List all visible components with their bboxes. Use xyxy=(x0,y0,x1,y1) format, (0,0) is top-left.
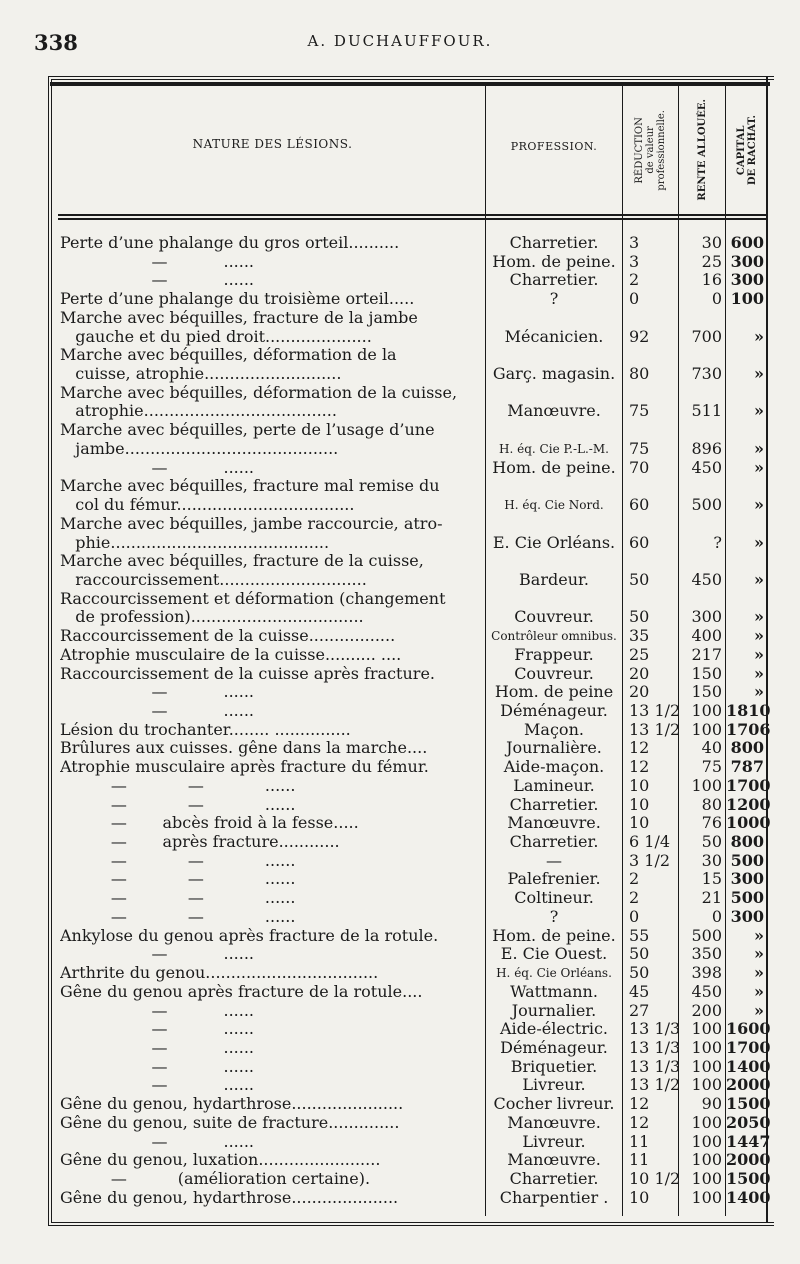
lesion-cell: — — ...... xyxy=(60,889,296,908)
table-row xyxy=(0,665,800,683)
table-row xyxy=(0,796,800,814)
table-row xyxy=(0,739,800,757)
profession-cell: Coltineur. xyxy=(514,889,594,908)
capital-cell: 500 xyxy=(730,888,764,908)
capital-cell: 1810 xyxy=(726,701,771,720)
lesion-cell: Perte d’une phalange du troisième orteil..... xyxy=(60,290,415,309)
reduction-cell: 2 xyxy=(629,869,640,889)
lesion-cell: Marche avec béquilles, déformation de la xyxy=(60,346,397,365)
rente-cell: ? xyxy=(713,532,722,552)
table-row xyxy=(0,328,800,346)
lesion-cell: — ...... xyxy=(60,1076,255,1095)
capital-cell: 1700 xyxy=(726,1037,771,1057)
table-row xyxy=(0,1039,800,1057)
rente-cell: 100 xyxy=(691,1037,722,1057)
lesion-cell: — ...... xyxy=(60,1020,255,1039)
table-row xyxy=(0,253,800,271)
rente-cell: 100 xyxy=(691,701,722,720)
profession-cell: H. éq. Cie Nord. xyxy=(504,498,604,513)
lesion-cell: — ...... xyxy=(60,702,255,720)
profession-cell: Palefrenier. xyxy=(507,870,601,889)
table-row xyxy=(0,927,800,945)
lesion-cell: col du fémur................................... xyxy=(60,496,355,515)
rente-cell: 90 xyxy=(701,1094,722,1114)
rente-cell: 25 xyxy=(701,251,722,271)
lesion-cell: — — ...... xyxy=(60,907,296,926)
header-rule-double xyxy=(58,218,766,220)
profession-cell: Hom. de peine. xyxy=(492,252,616,271)
reduction-cell: 12 xyxy=(629,757,650,777)
rente-cell: 100 xyxy=(691,1112,722,1132)
capital-cell: 1000 xyxy=(726,813,771,833)
table-row xyxy=(0,945,800,963)
lesion-cell: Marche avec béquilles, déformation de la cuisse, xyxy=(60,383,458,402)
profession-cell: Hom. de peine. xyxy=(492,458,616,477)
reduction-cell: 60 xyxy=(629,532,650,552)
lesion-cell: Lésion du trochanter........ ............... xyxy=(60,720,351,739)
capital-cell: 1447 xyxy=(726,1131,771,1151)
table-row xyxy=(0,683,800,701)
profession-cell: Couvreur. xyxy=(514,664,594,683)
reduction-cell: 70 xyxy=(629,457,650,477)
table-row xyxy=(0,983,800,1001)
table-row xyxy=(0,290,800,308)
capital-cell: » xyxy=(754,457,764,477)
reduction-cell: 13 1/2 xyxy=(629,1075,681,1095)
column-header-capital: CAPITAL DE RACHAT. xyxy=(736,114,758,186)
table-row xyxy=(0,1133,800,1151)
lesion-cell: — — ...... xyxy=(60,870,296,889)
capital-cell: » xyxy=(754,944,764,964)
reduction-cell: 60 xyxy=(629,495,650,515)
table-row xyxy=(0,440,800,458)
capital-cell: » xyxy=(754,326,764,346)
capital-cell: 1706 xyxy=(726,719,771,739)
lesion-cell: Gêne du genou après fracture de la rotule.... xyxy=(60,982,423,1001)
capital-cell: » xyxy=(754,981,764,1001)
capital-cell: » xyxy=(754,644,764,664)
table-row xyxy=(0,590,800,608)
rente-cell: 100 xyxy=(691,1131,722,1151)
reduction-cell: 10 xyxy=(629,1187,650,1207)
lesion-cell: raccourcissement............................. xyxy=(60,570,367,589)
reduction-cell: 10 xyxy=(629,813,650,833)
rente-cell: 200 xyxy=(691,1000,722,1020)
lesion-cell: — — ...... xyxy=(60,795,296,814)
rente-cell: 150 xyxy=(691,682,722,702)
table-row xyxy=(0,309,800,327)
capital-cell: 2000 xyxy=(726,1075,771,1095)
capital-cell: » xyxy=(754,401,764,421)
profession-cell: Livreur. xyxy=(522,1076,586,1095)
rente-cell: 75 xyxy=(701,757,722,777)
table-row xyxy=(0,402,800,420)
profession-cell: Cocher livreur. xyxy=(493,1095,615,1114)
profession-cell: Manœuvre. xyxy=(507,402,601,421)
reduction-cell: 75 xyxy=(629,438,650,458)
column-header-rente: RENTE ALLOUÉE. xyxy=(696,99,708,201)
table-row xyxy=(0,571,800,589)
profession-cell: Charretier. xyxy=(509,795,599,814)
reduction-cell: 12 xyxy=(629,1112,650,1132)
capital-cell: » xyxy=(754,626,764,646)
rente-cell: 398 xyxy=(691,963,722,983)
lesion-cell: de profession).................................. xyxy=(60,608,364,627)
lesion-cell: — ...... xyxy=(60,1001,255,1020)
table-row xyxy=(0,1076,800,1094)
capital-cell: 787 xyxy=(730,757,764,777)
reduction-cell: 13 1/3 xyxy=(629,1019,681,1039)
reduction-cell: 11 xyxy=(629,1150,650,1170)
capital-cell: 500 xyxy=(730,850,764,870)
table-row xyxy=(0,515,800,533)
capital-cell: 1700 xyxy=(726,775,771,795)
table-row xyxy=(0,496,800,514)
reduction-cell: 13 1/2 xyxy=(629,719,681,739)
reduction-cell: 13 1/3 xyxy=(629,1056,681,1076)
profession-cell: Frappeur. xyxy=(514,645,594,664)
table-row xyxy=(0,608,800,626)
capital-cell: 100 xyxy=(730,289,764,309)
table-row xyxy=(0,1151,800,1169)
rente-cell: 217 xyxy=(691,644,722,664)
reduction-cell: 12 xyxy=(629,1094,650,1114)
capital-cell: » xyxy=(754,925,764,945)
rente-cell: 40 xyxy=(701,738,722,758)
profession-cell: Hom. de peine xyxy=(494,683,614,702)
reduction-cell: 0 xyxy=(629,906,640,926)
lesion-cell: — ...... xyxy=(60,1057,255,1076)
reduction-cell: 50 xyxy=(629,963,650,983)
profession-cell: Déménageur. xyxy=(500,1038,608,1057)
capital-cell: 600 xyxy=(730,233,764,252)
profession-cell: H. éq. Cie Orléans. xyxy=(496,966,612,981)
rente-cell: 16 xyxy=(701,270,722,290)
profession-cell: Charpentier . xyxy=(499,1188,609,1207)
rente-cell: 730 xyxy=(691,364,722,384)
rente-cell: 80 xyxy=(701,794,722,814)
table-row xyxy=(0,908,800,926)
profession-cell: Charretier. xyxy=(509,833,599,852)
profession-cell: H. éq. Cie P.-L.-M. xyxy=(499,441,609,456)
lesion-cell: — ...... xyxy=(60,252,255,271)
rente-cell: 30 xyxy=(701,850,722,870)
table-row xyxy=(0,721,800,739)
reduction-cell: 12 xyxy=(629,738,650,758)
lesion-cell: Marche avec béquilles, fracture de la jambe xyxy=(60,308,418,327)
rente-cell: 500 xyxy=(691,925,722,945)
capital-cell: 1500 xyxy=(726,1094,771,1114)
lesion-cell: — ...... xyxy=(60,458,255,477)
profession-cell: Contrôleur omnibus. xyxy=(491,629,617,644)
rente-cell: 100 xyxy=(691,1019,722,1039)
capital-cell: » xyxy=(754,495,764,515)
table-row xyxy=(0,1095,800,1113)
rente-cell: 100 xyxy=(691,1075,722,1095)
profession-cell: Manœuvre. xyxy=(507,1151,601,1170)
reduction-cell: 50 xyxy=(629,569,650,589)
capital-cell: 2050 xyxy=(726,1112,771,1132)
lesion-cell: Raccourcissement de la cuisse après fracture. xyxy=(60,664,435,683)
profession-cell: Bardeur. xyxy=(519,570,589,589)
table-row xyxy=(0,365,800,383)
table-row xyxy=(0,421,800,439)
lesion-cell: — ...... xyxy=(60,1132,255,1151)
profession-cell: Manœuvre. xyxy=(507,814,601,833)
reduction-cell: 92 xyxy=(629,326,650,346)
rente-cell: 100 xyxy=(691,1187,722,1207)
table-row xyxy=(0,777,800,795)
lesion-cell: Atrophie musculaire de la cuisse.......... .... xyxy=(60,645,402,664)
lesion-cell: — abcès froid à la fesse..... xyxy=(60,814,359,833)
lesion-cell: Gêne du genou, luxation........................ xyxy=(60,1151,381,1170)
rente-cell: 15 xyxy=(701,869,722,889)
reduction-cell: 25 xyxy=(629,644,650,664)
lesion-cell: Marche avec béquilles, perte de l’usage d’une xyxy=(60,421,435,440)
capital-cell: 1600 xyxy=(726,1019,771,1039)
profession-cell: Journalier. xyxy=(511,1001,597,1020)
profession-cell: Maçon. xyxy=(524,720,584,739)
lesion-cell: Gêne du genou, suite de fracture.............. xyxy=(60,1113,400,1132)
table-row xyxy=(0,346,800,364)
column-header-rente-cell xyxy=(680,88,724,212)
capital-cell: » xyxy=(754,364,764,384)
rente-cell: 100 xyxy=(691,719,722,739)
profession-cell: ? xyxy=(549,907,559,926)
profession-cell: Mécanicien. xyxy=(504,327,604,346)
capital-cell: 300 xyxy=(730,270,764,290)
capital-cell: 1400 xyxy=(726,1056,771,1076)
profession-cell: Journalière. xyxy=(506,739,602,758)
lesion-cell: — après fracture............ xyxy=(60,833,340,852)
rente-cell: 100 xyxy=(691,1169,722,1188)
lesion-cell: Marche avec béquilles, jambe raccourcie, atro- xyxy=(60,514,443,533)
capital-cell: » xyxy=(754,438,764,458)
table-row xyxy=(0,477,800,495)
column-header-capital-cell xyxy=(727,88,767,212)
reduction-cell: 20 xyxy=(629,682,650,702)
lesion-cell: Atrophie musculaire après fracture du fémur. xyxy=(60,758,429,777)
lesion-cell: Arthrite du genou.................................. xyxy=(60,964,379,983)
lesion-cell: Perte d’une phalange du gros orteil.......... xyxy=(60,234,400,252)
table-row xyxy=(0,1058,800,1076)
capital-cell: 1200 xyxy=(726,794,771,814)
profession-cell: Charretier. xyxy=(509,1170,599,1188)
lesion-cell: — — ...... xyxy=(60,776,296,795)
reduction-cell: 10 xyxy=(629,775,650,795)
capital-cell: 300 xyxy=(730,251,764,271)
reduction-cell: 35 xyxy=(629,626,650,646)
table-row xyxy=(0,1170,800,1188)
reduction-cell: 6 1/4 xyxy=(629,832,671,852)
rente-cell: 30 xyxy=(701,233,722,252)
capital-cell: » xyxy=(754,1000,764,1020)
capital-cell: » xyxy=(754,682,764,702)
reduction-cell: 50 xyxy=(629,607,650,627)
rente-cell: 400 xyxy=(691,626,722,646)
table-row xyxy=(0,758,800,776)
reduction-cell: 75 xyxy=(629,401,650,421)
rente-cell: 21 xyxy=(701,888,722,908)
lesion-cell: — ...... xyxy=(60,1038,255,1057)
capital-cell: 1500 xyxy=(726,1169,771,1188)
page-number: 338 xyxy=(34,30,78,55)
header-rule xyxy=(58,214,766,216)
capital-cell: 800 xyxy=(730,832,764,852)
rente-cell: 350 xyxy=(691,944,722,964)
rente-cell: 100 xyxy=(691,1056,722,1076)
profession-cell: ? xyxy=(549,290,559,309)
column-header-reduction: RÉDUCTION de valeur professionnelle. xyxy=(633,109,667,191)
table-row xyxy=(0,852,800,870)
reduction-cell: 13 1/3 xyxy=(629,1037,681,1057)
capital-cell: 1400 xyxy=(726,1187,771,1207)
lesion-cell: phie........................................... xyxy=(60,533,330,552)
lesion-cell: cuisse, atrophie........................... xyxy=(60,365,342,384)
reduction-cell: 50 xyxy=(629,944,650,964)
column-header-profession: PROFESSION. xyxy=(510,140,598,153)
lesion-cell: Ankylose du genou après fracture de la rotule. xyxy=(60,926,439,945)
lesion-cell: Raccourcissement et déformation (changement xyxy=(60,589,446,608)
profession-cell: Manœuvre. xyxy=(507,1113,601,1132)
capital-cell: » xyxy=(754,963,764,983)
table-row xyxy=(0,889,800,907)
table-row xyxy=(0,646,800,664)
rente-cell: 100 xyxy=(691,1150,722,1170)
profession-cell: — xyxy=(546,851,562,870)
profession-cell: Aide-électric. xyxy=(499,1020,609,1039)
lesion-cell: Raccourcissement de la cuisse................. xyxy=(60,627,396,646)
lesion-cell: — ...... xyxy=(60,271,255,290)
lesion-cell: Marche avec béquilles, fracture mal remise du xyxy=(60,477,440,496)
rente-cell: 150 xyxy=(691,663,722,683)
reduction-cell: 20 xyxy=(629,663,650,683)
reduction-cell: 80 xyxy=(629,364,650,384)
lesion-cell: jambe.......................................... xyxy=(60,439,339,458)
rente-cell: 0 xyxy=(711,906,722,926)
rente-cell: 511 xyxy=(691,401,722,421)
table-row xyxy=(0,234,800,252)
table-row xyxy=(0,1114,800,1132)
rente-cell: 450 xyxy=(691,457,722,477)
table-row xyxy=(0,552,800,570)
running-head: A. DUCHAUFFOUR. xyxy=(307,32,493,50)
table-row xyxy=(0,1189,800,1207)
rente-cell: 0 xyxy=(711,289,722,309)
reduction-cell: 2 xyxy=(629,270,640,290)
lesion-cell: — ...... xyxy=(60,683,255,702)
capital-cell: » xyxy=(754,532,764,552)
table-row xyxy=(0,627,800,645)
rente-cell: 50 xyxy=(701,832,722,852)
table-row xyxy=(0,1002,800,1020)
profession-cell: Charretier. xyxy=(509,271,599,290)
capital-cell: 800 xyxy=(730,738,764,758)
table-row xyxy=(0,814,800,832)
reduction-cell: 55 xyxy=(629,925,650,945)
rente-cell: 450 xyxy=(691,981,722,1001)
table-row xyxy=(0,271,800,289)
profession-cell: Wattmann. xyxy=(510,982,598,1001)
lesion-cell: Gêne du genou, hydarthrose..................... xyxy=(60,1188,399,1207)
rente-cell: 500 xyxy=(691,495,722,515)
rente-cell: 700 xyxy=(691,326,722,346)
table-row xyxy=(0,459,800,477)
rente-cell: 450 xyxy=(691,569,722,589)
profession-cell: E. Cie Ouest. xyxy=(500,945,608,964)
reduction-cell: 10 1/2 xyxy=(629,1169,681,1188)
profession-cell: Charretier. xyxy=(509,234,599,252)
lesion-cell: Brûlures aux cuisses. gêne dans la marche.... xyxy=(60,739,428,758)
table-row xyxy=(0,702,800,720)
lesion-cell: — (amélioration certaine). xyxy=(60,1170,371,1188)
profession-cell: Aide-maçon. xyxy=(503,758,605,777)
table-top-rule xyxy=(50,82,770,86)
profession-cell: Briquetier. xyxy=(510,1057,598,1076)
profession-cell: Livreur. xyxy=(522,1132,586,1151)
reduction-cell: 3 xyxy=(629,251,640,271)
lesion-cell: — ...... xyxy=(60,945,255,964)
table-row xyxy=(0,534,800,552)
lesion-cell: Marche avec béquilles, fracture de la cuisse, xyxy=(60,552,424,571)
table-row xyxy=(0,833,800,851)
profession-cell: Lamineur. xyxy=(513,776,595,795)
profession-cell: Couvreur. xyxy=(514,608,594,627)
lesion-cell: — — ...... xyxy=(60,851,296,870)
capital-cell: 2000 xyxy=(726,1150,771,1170)
table-row xyxy=(0,964,800,982)
table-row xyxy=(0,384,800,402)
table-row xyxy=(0,1020,800,1038)
capital-cell: » xyxy=(754,607,764,627)
profession-cell: E. Cie Orléans. xyxy=(492,533,616,552)
reduction-cell: 11 xyxy=(629,1131,650,1151)
lesion-cell: Gêne du genou, hydarthrose...................... xyxy=(60,1095,404,1114)
column-header-lesion: NATURE DES LÉSIONS. xyxy=(192,137,353,151)
table-row xyxy=(0,870,800,888)
reduction-cell: 27 xyxy=(629,1000,650,1020)
rente-cell: 300 xyxy=(691,607,722,627)
rente-cell: 76 xyxy=(701,813,722,833)
capital-cell: 300 xyxy=(730,906,764,926)
capital-cell: » xyxy=(754,663,764,683)
profession-cell: Garç. magasin. xyxy=(492,365,616,384)
reduction-cell: 3 xyxy=(629,233,640,252)
reduction-cell: 2 xyxy=(629,888,640,908)
capital-cell: » xyxy=(754,569,764,589)
reduction-cell: 45 xyxy=(629,981,650,1001)
reduction-cell: 13 1/2 xyxy=(629,701,681,720)
rente-cell: 100 xyxy=(691,775,722,795)
reduction-cell: 10 xyxy=(629,794,650,814)
reduction-cell: 3 1/2 xyxy=(629,850,671,870)
profession-cell: Hom. de peine. xyxy=(492,926,616,945)
capital-cell: 300 xyxy=(730,869,764,889)
column-header-reduction-cell xyxy=(624,88,676,212)
lesion-cell: gauche et du pied droit..................... xyxy=(60,327,372,346)
lesion-cell: atrophie...................................... xyxy=(60,402,337,421)
reduction-cell: 0 xyxy=(629,289,640,309)
rente-cell: 896 xyxy=(691,438,722,458)
profession-cell: Déménageur. xyxy=(500,702,608,720)
